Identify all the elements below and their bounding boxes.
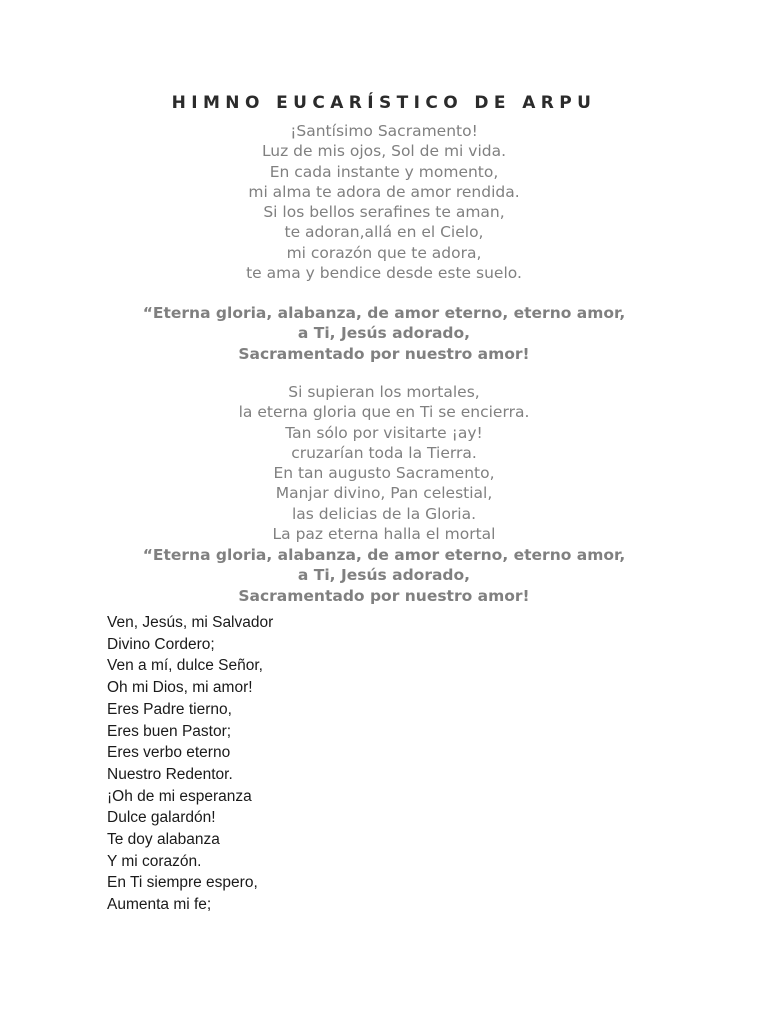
verse-line: mi alma te adora de amor rendida. — [248, 182, 520, 201]
chorus-line: Sacramentado por nuestro amor! — [238, 344, 530, 363]
verse-line: Nuestro Redentor. — [107, 765, 233, 783]
verse-1 — [0, 121, 768, 283]
verse-line: Si supieran los mortales, — [288, 383, 480, 401]
verse-line: ¡Oh de mi esperanza — [107, 787, 252, 805]
verse-line: te adoran,allá en el Cielo, — [284, 223, 484, 242]
verse-line: Te doy alabanza — [107, 831, 220, 849]
verse-line: mi corazón que te adora, — [286, 243, 482, 262]
chorus-line: “Eterna gloria, alabanza, de amor eterno, eterno amor, — [142, 546, 626, 564]
verse-line: Luz de mis ojos, Sol de mi vida. — [261, 142, 507, 161]
verse-2 — [0, 382, 768, 544]
verse-line: La paz eterna halla el mortal — [272, 525, 496, 544]
verse-line: te ama y bendice desde este suelo. — [246, 264, 522, 283]
chorus-1 — [0, 303, 768, 364]
chorus-line: “Eterna gloria, alabanza, de amor eterno, eterno amor, — [142, 304, 626, 322]
chorus-line: Sacramentado por nuestro amor! — [238, 586, 530, 605]
verse-line: Eres buen Pastor; — [107, 722, 232, 740]
verse-line: Aumenta mi fe; — [107, 896, 212, 914]
verse-line: Eres verbo eterno — [107, 744, 231, 762]
verse-line: la eterna gloria que en Ti se encierra. — [238, 403, 530, 422]
verse-line: ¡Santísimo Sacramento! — [290, 122, 478, 140]
chorus-line: a Ti, Jesús adorado, — [297, 324, 471, 343]
verse-line: Y mi corazón. — [107, 852, 202, 870]
verse-line: Si los bellos serafines te aman, — [263, 203, 505, 222]
chorus-2 — [0, 545, 768, 606]
verse-line: cruzarían toda la Tierra. — [291, 443, 477, 462]
verse-line: En cada instante y momento, — [269, 162, 499, 181]
verse-line: Manjar divino, Pan celestial, — [275, 484, 493, 503]
chorus-line: a Ti, Jesús adorado, — [297, 566, 471, 585]
verse-3 — [107, 612, 273, 916]
verse-line: Oh mi Dios, mi amor! — [107, 679, 253, 697]
verse-line: En tan augusto Sacramento, — [273, 464, 495, 483]
verse-line: Dulce galardón! — [107, 809, 216, 827]
verse-line: Tan sólo por visitarte ¡ay! — [285, 423, 483, 442]
verse-line: Eres Padre tierno, — [107, 700, 232, 718]
verse-line: las delicias de la Gloria. — [291, 504, 477, 523]
verse-line: Ven, Jesús, mi Salvador — [107, 614, 274, 631]
verse-line: Ven a mí, dulce Señor, — [107, 657, 263, 675]
verse-line: En Ti siempre espero, — [107, 874, 258, 892]
hymn-title: HIMNO EUCARÍSTICO DE ARPU — [171, 93, 597, 113]
verse-line: Divino Cordero; — [107, 635, 215, 653]
